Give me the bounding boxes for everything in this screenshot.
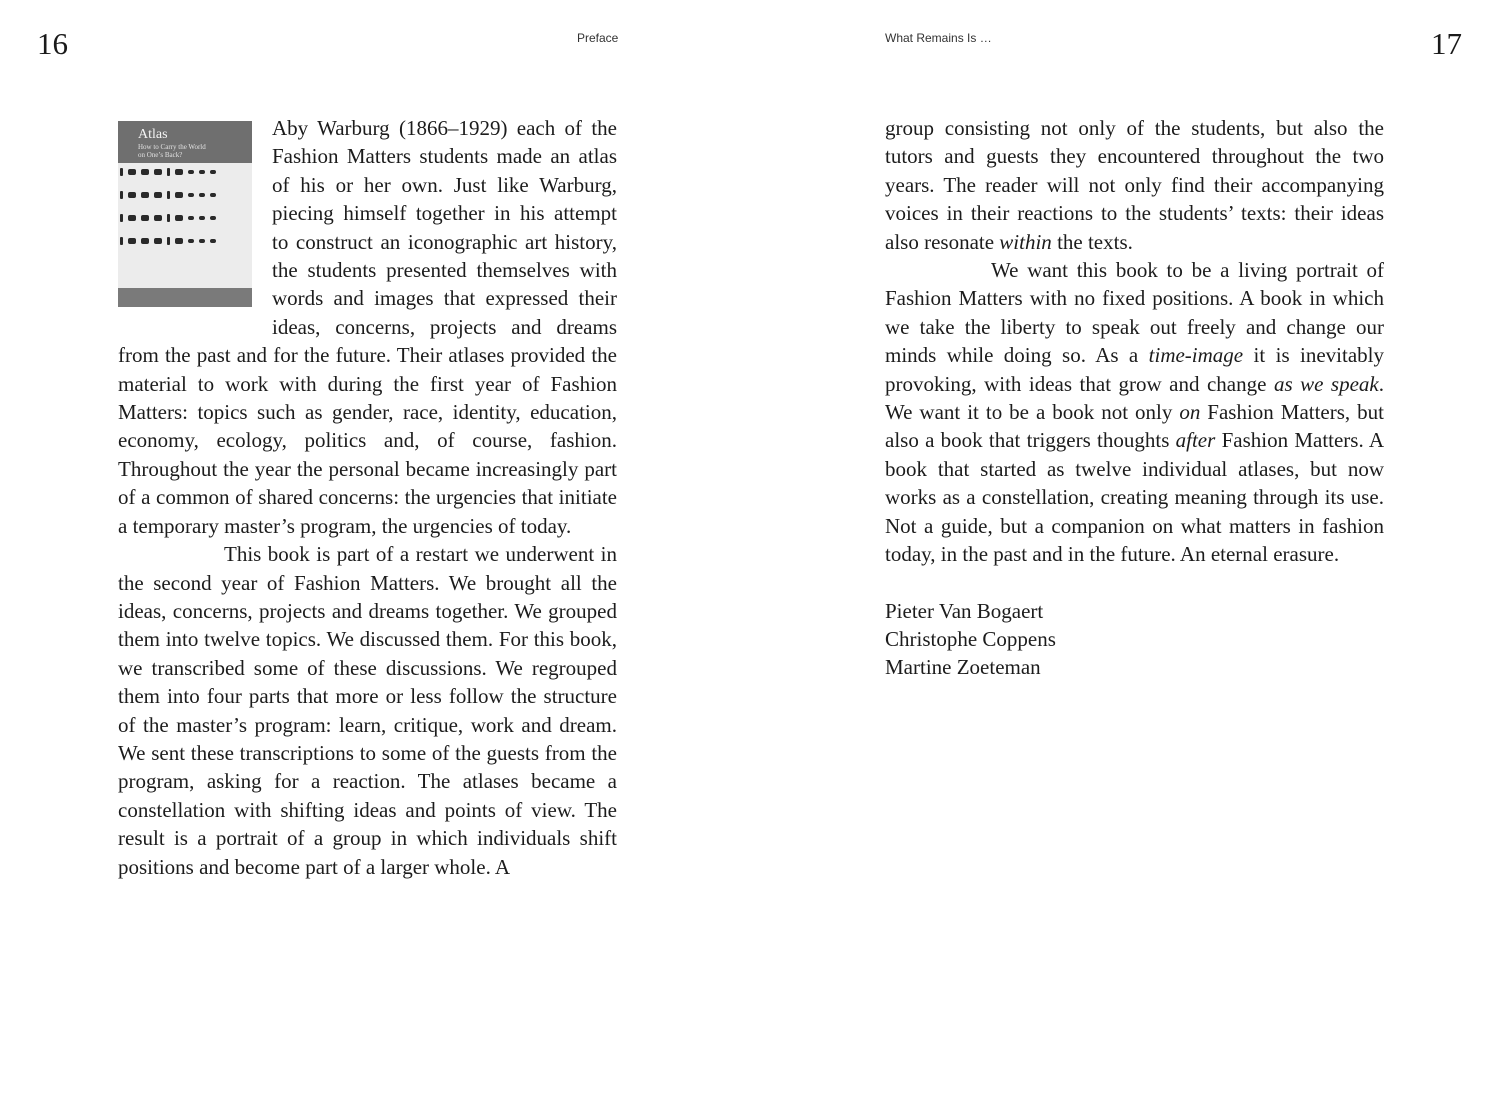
emphasis: time-image xyxy=(1148,343,1244,368)
cover-subtitle: How to Carry the World on One’s Back? xyxy=(138,143,206,159)
running-head-left: Preface xyxy=(577,31,619,45)
author-signature: Martine Zoeteman xyxy=(885,655,1041,680)
left-text-column xyxy=(118,114,617,881)
emphasis: within xyxy=(999,229,1052,254)
cover-image-row xyxy=(120,236,250,245)
cover-image-row xyxy=(120,190,250,199)
body-paragraph: group consisting not only of the students, but also the tutors and guests they encountered throughout the two years. The reader will not only find their accompanying voices in their reactions to the students’ texts: their ideas also resonate within the texts. xyxy=(885,116,1384,254)
running-head-right: What Remains Is … xyxy=(885,31,992,45)
author-signature: Christophe Coppens xyxy=(885,626,1056,651)
body-paragraph: Aby Warburg (1866–1929) each of the Fashion Matters students made an atlas of his or her own. Just like Warburg, piecing himself together in his attempt to construct an iconographic art history, the students presented themselves with words and images that expressed their ideas, concerns, projects and dreams from the past and for the future. Their atlases provided the material to work with during the first year of Fashion Matters: topics such as gender, race, identity, education, economy, ecology, politics and, of course, fashion. Throughout the year the personal became increasingly part of a common of shared concerns: the urgencies that initiate a temporary master’s program, the urgencies of today. xyxy=(118,116,617,538)
cover-image-row xyxy=(120,167,250,176)
right-text-column xyxy=(885,114,1384,682)
emphasis: after xyxy=(1175,428,1216,453)
emphasis: as we speak xyxy=(1273,371,1379,396)
cover-title: Atlas xyxy=(138,127,168,142)
cover-image-grid xyxy=(120,167,250,259)
body-paragraph: This book is part of a restart we underwent in the second year of Fashion Matters. We brought all the ideas, concerns, projects and dreams together. We grouped them into twelve topics. We discussed them. For this book, we transcribed some of these discussions. We regrouped them into four parts that more or less follow the structure of the master’s program: learn, critique, work and dream. We sent these transcriptions to some of the guests from the program, asking for a reaction. The atlases became a constellation with shifting ideas and points of view. The result is a portrait of a group in which individuals shift positions and become part of a larger whole. A xyxy=(118,542,617,879)
page-number-right: 17 xyxy=(1431,26,1462,61)
author-signature: Pieter Van Bogaert xyxy=(885,598,1044,623)
page-number-left: 16 xyxy=(37,26,68,61)
cover-image-row xyxy=(120,213,250,222)
body-paragraph: We want this book to be a living portrait of Fashion Matters with no fixed positions. A book in which we take the liberty to speak out freely and change our minds while doing so. As a time-image it is inevitably provoking, with ideas that grow and change as we speak. We want it to be a book not only on Fashion Matters, but also a book that triggers thoughts after Fashion Matters. A book that started as twelve individual atlases, but now works as a constellation, creating meaning through its use. Not a guide, but a companion on what matters in fashion today, in the past and in the future. An eternal erasure. xyxy=(885,258,1384,567)
cover-bottom-band xyxy=(118,288,252,307)
emphasis: on xyxy=(1179,400,1201,425)
atlas-cover-image xyxy=(118,121,252,307)
